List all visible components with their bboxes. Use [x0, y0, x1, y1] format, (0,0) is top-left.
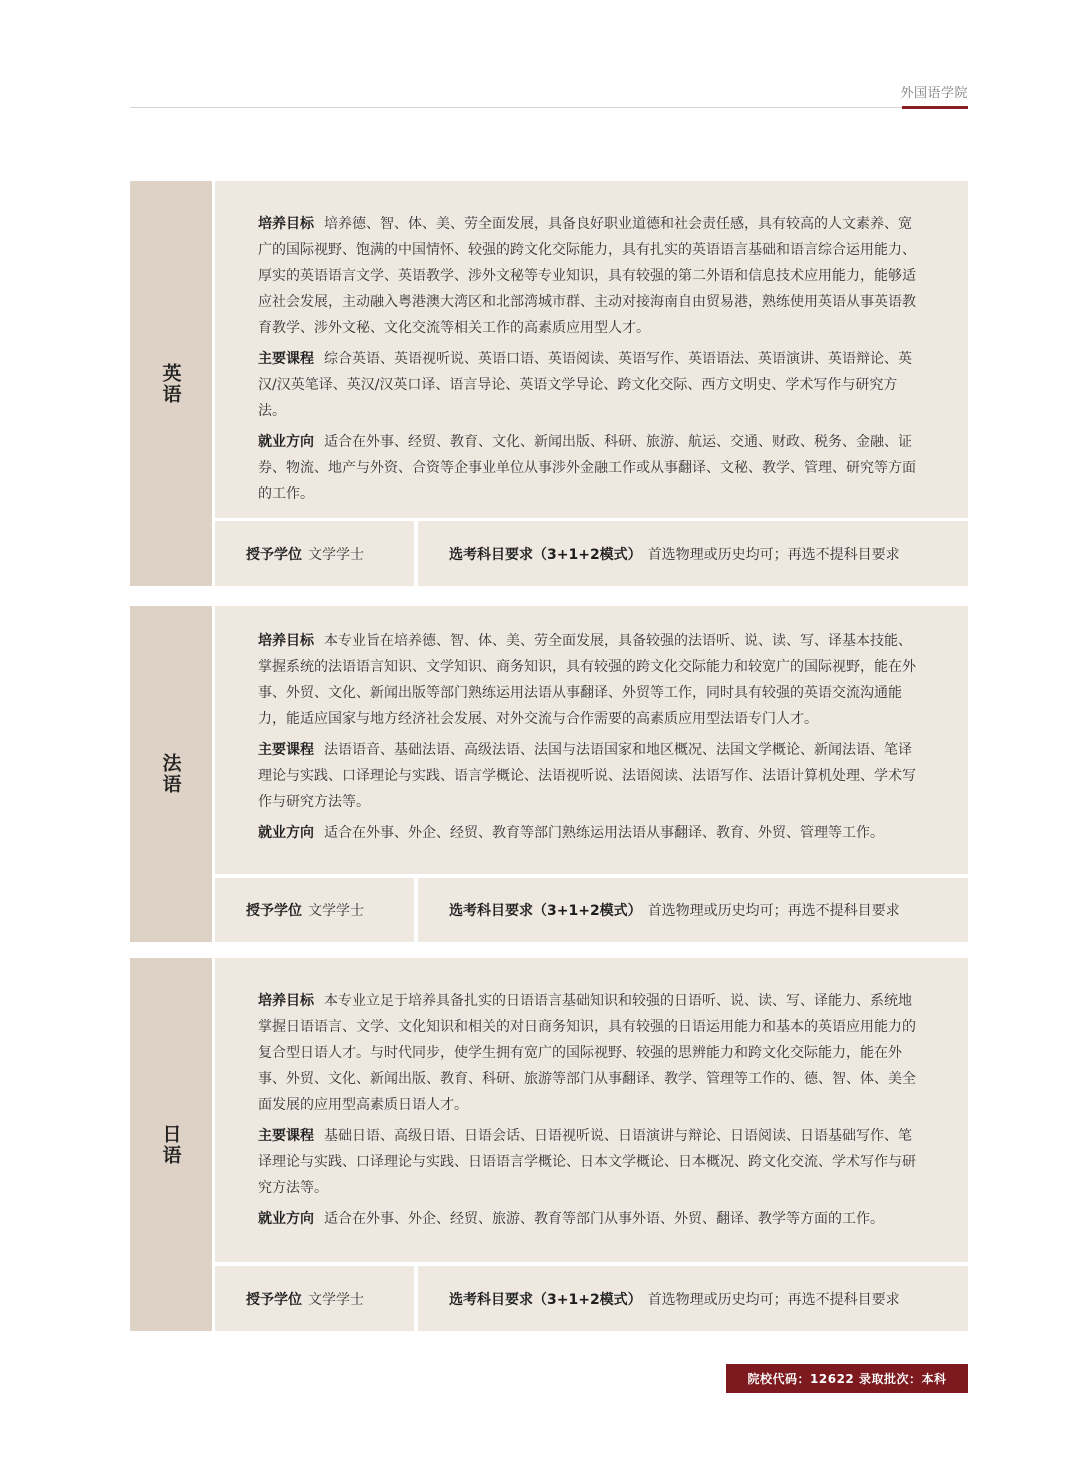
header-divider — [130, 107, 968, 108]
degree-label: 授予学位 — [246, 546, 302, 563]
major-section-english — [130, 181, 968, 586]
subject-requirement-cell — [418, 878, 968, 942]
training-goal — [258, 628, 925, 732]
major-description — [258, 211, 925, 512]
major-section-japanese — [130, 958, 968, 1331]
career-direction-label: 就业方向 — [258, 434, 314, 450]
subject-requirement-label: 选考科目要求（3+1+2模式） — [449, 1291, 642, 1308]
main-courses-label: 主要课程 — [258, 1128, 314, 1144]
main-courses — [258, 346, 925, 424]
subject-requirement-cell — [418, 521, 968, 586]
major-name: 法语 — [159, 753, 182, 795]
degree-cell — [215, 521, 414, 586]
training-goal-text: 本专业立足于培养具备扎实的日语语言基础知识和较强的日语听、说、读、写、译能力、系统地掌握日语语言、文学、文化知识和相关的对日商务知识，具有较强的日语运用能力和基本的英语应用能力的复合型日语人才。与时代同步，使学生拥有宽广的国际视野、较强的思辨能力和跨文化交际能力，能在外事、外贸、文化、新闻出版、教育、科研、旅游等部门从事翻译、教学、管理等工作的、德、智、体、美全面发展的应用型高素质日语人才。 — [258, 993, 916, 1113]
training-goal-label: 培养目标 — [258, 633, 314, 649]
main-courses — [258, 737, 925, 815]
major-description-box — [215, 606, 968, 874]
career-direction — [258, 820, 925, 846]
degree-label: 授予学位 — [246, 903, 302, 919]
major-section-french — [130, 606, 968, 942]
training-goal-label: 培养目标 — [258, 216, 314, 232]
subject-requirement-label: 选考科目要求（3+1+2模式） — [449, 546, 642, 563]
career-direction-text: 适合在外事、外企、经贸、教育等部门熟练运用法语从事翻译、教育、外贸、管理等工作。 — [324, 825, 884, 841]
degree-cell — [215, 878, 414, 942]
training-goal — [258, 211, 925, 341]
major-name-tab — [130, 181, 212, 586]
header-accent-bar — [902, 106, 968, 109]
subject-requirement-cell — [418, 1266, 968, 1331]
subject-requirement-value: 首选物理或历史均可；再选不提科目要求 — [647, 546, 900, 563]
training-goal-text: 本专业旨在培养德、智、体、美、劳全面发展，具备较强的法语听、说、读、写、译基本技能、掌握系统的法语语言知识、文学知识、商务知识，具有较强的跨文化交际能力和较宽广的国际视野，能在外事、外贸、文化、新闻出版等部门熟练运用法语从事翻译、外贸等工作，同时具有较强的英语交流沟通能力，能适应国家与地方经济社会发展、对外交流与合作需要的高素质应用型法语专门人才。 — [258, 633, 916, 727]
page-header-title: 外国语学院 — [900, 86, 968, 101]
subject-requirement-label: 选考科目要求（3+1+2模式） — [449, 903, 642, 919]
degree-value: 文学学士 — [308, 903, 364, 919]
main-courses-label: 主要课程 — [258, 742, 314, 758]
main-courses — [258, 1123, 925, 1201]
major-name: 日语 — [159, 1123, 182, 1166]
major-description — [258, 988, 925, 1237]
subject-requirement-value: 首选物理或历史均可；再选不提科目要求 — [647, 1291, 900, 1308]
main-courses-label: 主要课程 — [258, 351, 314, 367]
career-direction-label: 就业方向 — [258, 1211, 314, 1227]
training-goal-text: 培养德、智、体、美、劳全面发展，具备良好职业道德和社会责任感，具有较高的人文素养、宽广的国际视野、饱满的中国情怀、较强的跨文化交际能力，具有扎实的英语语言基础和语言综合运用能力、厚实的英语语言文学、英语教学、涉外文秘等专业知识，具有较强的第二外语和信息技术应用能力，能够适应社会发展，主动融入粤港澳大湾区和北部湾城市群、主动对接海南自由贸易港，熟练使用英语从事英语教育教学、涉外文秘、文化交流等相关工作的高素质应用型人才。 — [258, 216, 916, 336]
main-courses-text: 综合英语、英语视听说、英语口语、英语阅读、英语写作、英语语法、英语演讲、英语辩论、英汉/汉英笔译、英汉/汉英口译、语言导论、英语文学导论、跨文化交际、西方文明史、学术写作与研究方法。 — [258, 351, 912, 419]
subject-requirement-value: 首选物理或历史均可；再选不提科目要求 — [647, 903, 900, 919]
career-direction-text: 适合在外事、经贸、教育、文化、新闻出版、科研、旅游、航运、交通、财政、税务、金融、证券、物流、地产与外资、合资等企事业单位从事涉外金融工作或从事翻译、文秘、教学、管理、研究等方面的工作。 — [258, 434, 916, 502]
career-direction — [258, 429, 925, 507]
school-code-badge: 院校代码：12622 录取批次：本科 — [726, 1364, 968, 1393]
career-direction-label: 就业方向 — [258, 825, 314, 841]
career-direction-text: 适合在外事、外企、经贸、旅游、教育等部门从事外语、外贸、翻译、教学等方面的工作。 — [324, 1211, 884, 1227]
degree-cell — [215, 1266, 414, 1331]
major-description — [258, 628, 925, 851]
major-name: 英语 — [159, 362, 182, 405]
training-goal — [258, 988, 925, 1118]
major-name-tab — [130, 606, 212, 942]
main-courses-text: 法语语音、基础法语、高级法语、法国与法语国家和地区概况、法国文学概论、新闻法语、笔译理论与实践、口译理论与实践、语言学概论、法语视听说、法语阅读、法语写作、法语计算机处理、学术写作与研究方法等。 — [258, 742, 916, 810]
major-description-box — [215, 958, 968, 1262]
main-courses-text: 基础日语、高级日语、日语会话、日语视听说、日语演讲与辩论、日语阅读、日语基础写作、笔译理论与实践、口译理论与实践、日语语言学概论、日本文学概论、日本概况、跨文化交流、学术写作与研究方法等。 — [258, 1128, 916, 1196]
degree-value: 文学学士 — [308, 546, 364, 563]
degree-label: 授予学位 — [246, 1291, 302, 1308]
career-direction — [258, 1206, 925, 1232]
training-goal-label: 培养目标 — [258, 993, 314, 1009]
degree-value: 文学学士 — [308, 1291, 364, 1308]
major-description-box — [215, 181, 968, 518]
major-name-tab — [130, 958, 212, 1331]
